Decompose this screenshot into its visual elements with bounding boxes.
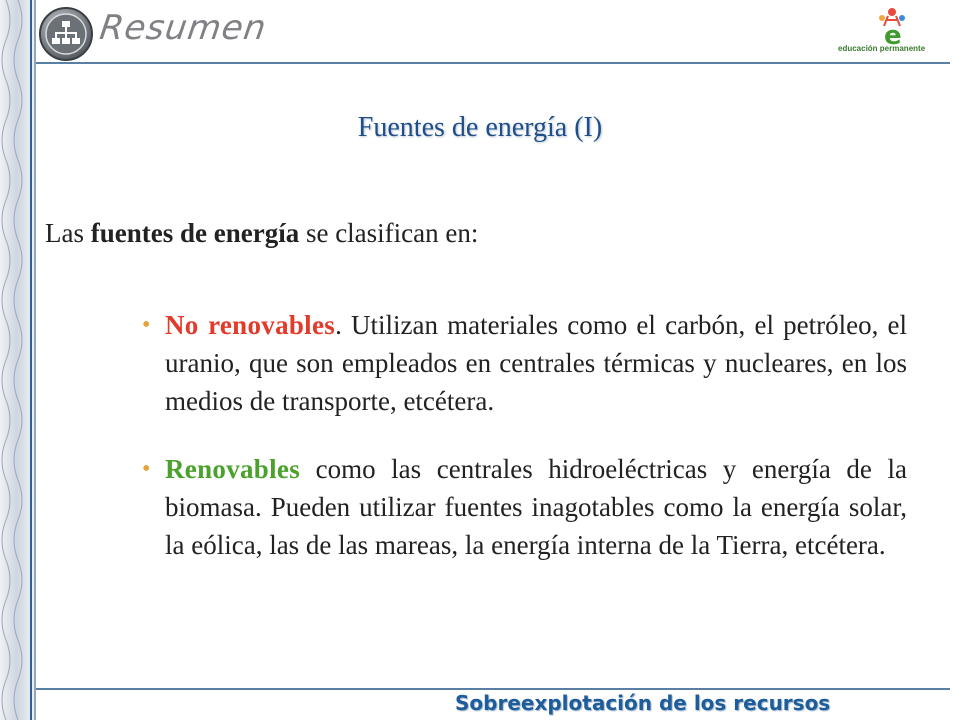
bullet-dot-icon: • [142,456,151,482]
educacion-permanente-logo [836,4,956,62]
renewable-text: como las centrales hidroeléctricas y energía de la biomasa. Pueden utilizar fuentes inagotables como la energía solar, la eólica, las de las mareas, la energía interna de la Tierra, etcétera. [165,454,907,560]
slide-title: Fuentes de energía (I) [357,112,603,143]
left-decorative-border [0,0,40,720]
footer-rule [36,688,950,690]
header-rule [36,62,950,64]
svg-text:e: e [884,21,902,48]
intro-sentence [45,218,478,249]
logo-caption: educación permanente [838,44,926,53]
footer-text: Sobreexplotación de los recursos [455,691,831,715]
non-renewable-label: No renovables [165,310,336,340]
header-title: Resumen [97,8,270,48]
bullet-list [142,306,907,594]
bullet-non-renewable [142,306,907,420]
intro-bold: fuentes de energía [90,218,300,248]
intro-post: se clasifican en: [299,218,479,248]
bullet-dot-icon: • [142,312,151,338]
non-renewable-text: . Utilizan materiales como el carbón, el petróleo, el uranio, que son empleados en centrales térmicas y nucleares, en los medios de transporte, etcétera. [165,310,907,416]
intro-pre: Las [45,218,91,248]
org-chart-icon [38,6,94,62]
renewable-label: Renovables [165,454,301,484]
bullet-renewable [142,450,907,564]
